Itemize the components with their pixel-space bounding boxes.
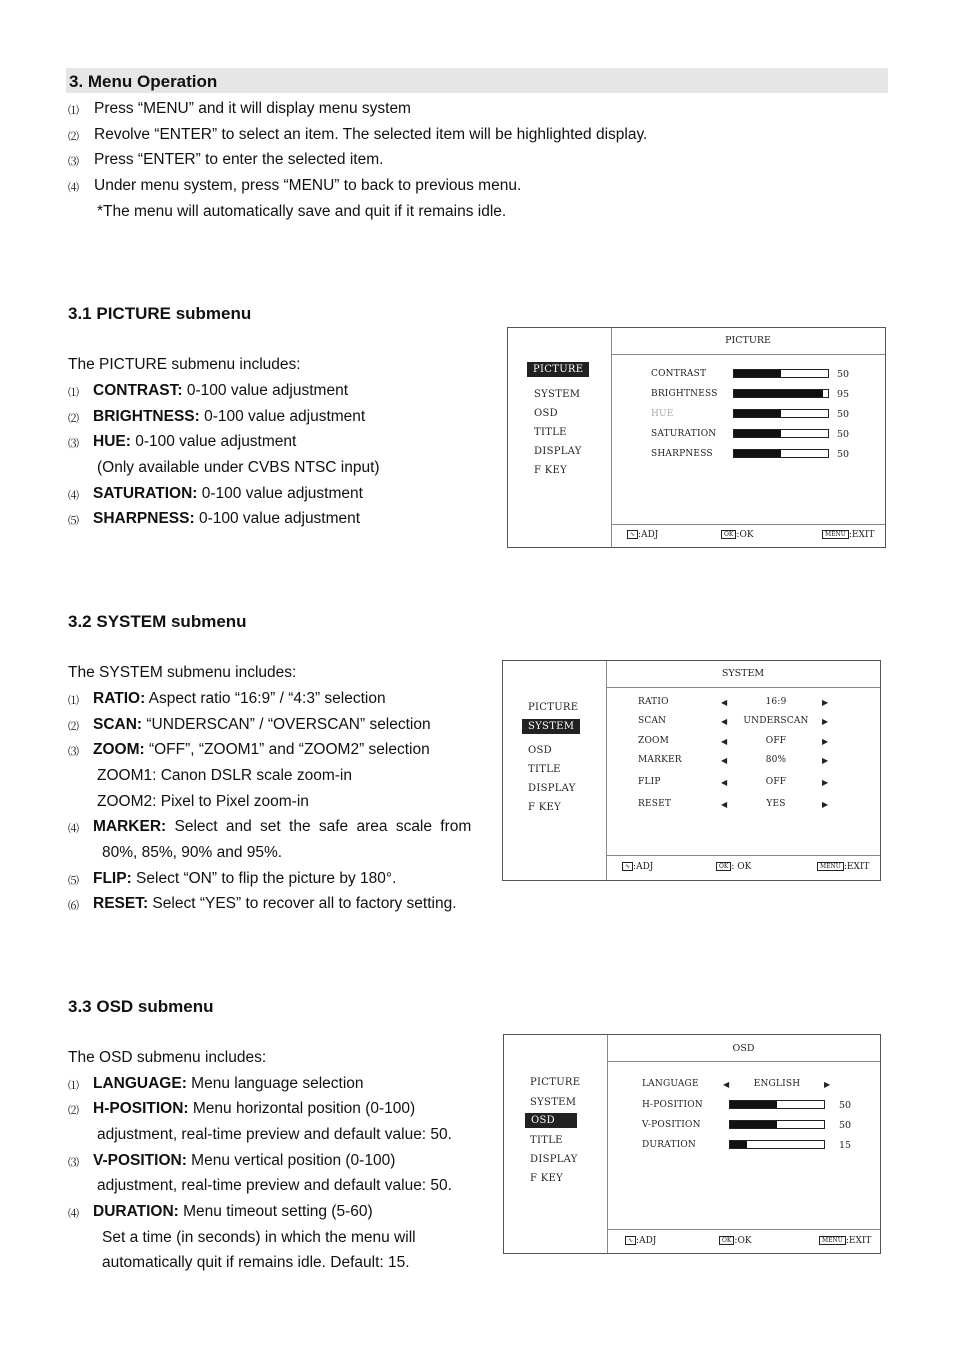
item-text: Press “MENU” and it will display menu system <box>94 100 411 117</box>
item-number: ⑴ <box>68 694 79 707</box>
saturation-label: SATURATION <box>651 429 717 439</box>
triangle-left-icon[interactable]: ◀ <box>721 778 728 787</box>
menu-item-display[interactable]: DISPLAY <box>528 783 576 794</box>
item-label: SCAN: <box>93 716 143 733</box>
item-text: Revolve “ENTER” to select an item. The selected item will be highlighted display. <box>94 126 648 143</box>
item-text: 0-100 value adjustment <box>182 382 348 399</box>
vpos-continuation: adjustment, real-time preview and default value: 50. <box>97 1177 452 1194</box>
item-text: Under menu system, press “MENU” to back to previous menu. <box>94 177 522 194</box>
hue-slider[interactable] <box>733 409 829 418</box>
flip-label: FLIP <box>638 777 661 787</box>
menu-item-system[interactable]: SYSTEM <box>534 389 581 400</box>
contrast-slider[interactable] <box>733 369 829 378</box>
item-text: Menu language selection <box>186 1075 364 1092</box>
sharpness-slider[interactable] <box>733 449 829 458</box>
item-number: ⑵ <box>68 412 79 425</box>
menu-key-icon: MENU <box>817 862 844 871</box>
slider-fill <box>734 370 781 377</box>
slider-fill <box>734 390 823 397</box>
menu-item-display[interactable]: DISPLAY <box>530 1154 578 1165</box>
item-label: FLIP: <box>93 870 132 887</box>
menu-footer <box>607 1229 880 1253</box>
hue-value: 50 <box>837 409 850 420</box>
item-text: 0-100 value adjustment <box>194 510 361 527</box>
osd-lead: The OSD submenu includes: <box>68 1049 267 1066</box>
item-number: ⑶ <box>68 745 79 758</box>
menu-item-system[interactable]: SYSTEM <box>530 1097 577 1108</box>
item-text: 0-100 value adjustment <box>197 485 363 502</box>
marker-label: MARKER <box>638 755 682 765</box>
item-text: “OFF”, “ZOOM1” and “ZOOM2” selection <box>144 741 430 758</box>
item-label: HUE: <box>93 433 131 450</box>
brightness-slider[interactable] <box>733 389 829 398</box>
duration-continuation-2: automatically quit if remains idle. Default: 15. <box>102 1254 410 1271</box>
triangle-right-icon[interactable]: ▶ <box>822 756 829 765</box>
item-label: BRIGHTNESS: <box>93 408 200 425</box>
triangle-left-icon[interactable]: ◀ <box>721 717 728 726</box>
exit-hint: :EXIT <box>843 862 870 872</box>
vposition-slider[interactable] <box>729 1120 825 1129</box>
zoom1-note: ZOOM1: Canon DSLR scale zoom-in <box>97 767 352 784</box>
reset-value: YES <box>766 799 786 809</box>
menu-key-icon: MENU <box>819 1236 846 1245</box>
triangle-right-icon[interactable]: ▶ <box>822 800 829 809</box>
menu-item-title[interactable]: TITLE <box>534 427 567 438</box>
system-section-title: 3.2 SYSTEM submenu <box>68 612 247 631</box>
item-number: ⑶ <box>68 155 79 168</box>
slider-fill <box>734 450 781 457</box>
triangle-left-icon[interactable]: ◀ <box>721 800 728 809</box>
item-number: ⑴ <box>68 386 79 399</box>
exit-hint: :EXIT <box>845 1236 872 1246</box>
marker-continuation: 80%, 85%, 90% and 95%. <box>102 844 283 861</box>
picture-section-title: 3.1 PICTURE submenu <box>68 304 252 323</box>
flip-value: OFF <box>765 777 787 787</box>
item-text: “UNDERSCAN” / “OVERSCAN” selection <box>142 716 431 733</box>
menu-title: SYSTEM <box>606 661 880 688</box>
item-number: ⑵ <box>68 130 79 143</box>
adj-hint: :ADJ <box>638 530 659 540</box>
item-text: Menu horizontal position (0-100) <box>188 1100 416 1117</box>
ok-key-icon: OK <box>721 530 736 539</box>
picture-menu-screen <box>507 327 886 548</box>
triangle-left-icon[interactable]: ◀ <box>721 737 728 746</box>
item-label: DURATION: <box>93 1203 179 1220</box>
item-label: ZOOM: <box>93 741 145 758</box>
slider-fill <box>734 410 781 417</box>
item-text: Select and set the safe area scale from <box>166 818 472 835</box>
item-number: ⑷ <box>68 822 79 835</box>
dial-icon: ∿ <box>622 862 633 871</box>
item-text: Select “ON” to flip the picture by 180°. <box>131 870 397 887</box>
triangle-right-icon[interactable]: ▶ <box>822 778 829 787</box>
hue-label: HUE <box>651 409 674 419</box>
reset-label: RESET <box>638 799 672 809</box>
hposition-slider[interactable] <box>729 1100 825 1109</box>
duration-slider[interactable] <box>729 1140 825 1149</box>
menu-item-fkey[interactable]: F KEY <box>530 1173 563 1184</box>
menu-item-system[interactable]: SYSTEM <box>522 719 580 734</box>
menu-item-osd[interactable]: OSD <box>525 1113 577 1128</box>
item-number: ⑸ <box>68 874 79 887</box>
menu-item-osd[interactable]: OSD <box>528 745 552 756</box>
scan-value: UNDERSCAN <box>743 716 809 726</box>
menu-sidebar <box>503 661 607 880</box>
contrast-value: 50 <box>837 369 850 380</box>
brightness-label: BRIGHTNESS <box>651 389 718 399</box>
menu-item-fkey[interactable]: F KEY <box>528 802 561 813</box>
adj-hint: :ADJ <box>633 862 654 872</box>
item-text: Select “YES” to recover all to factory setting. <box>148 895 457 912</box>
picture-lead: The PICTURE submenu includes: <box>68 356 301 373</box>
duration-label: DURATION <box>642 1140 696 1150</box>
sharpness-value: 50 <box>837 449 850 460</box>
triangle-left-icon[interactable]: ◀ <box>721 756 728 765</box>
hue-note: (Only available under CVBS NTSC input) <box>97 459 380 476</box>
menu-item-osd[interactable]: OSD <box>534 408 558 419</box>
item-label: RESET: <box>93 895 149 912</box>
duration-value: 15 <box>839 1140 852 1151</box>
item-number: ⑵ <box>68 1104 79 1117</box>
slider-fill <box>730 1101 777 1108</box>
ok-key-icon: OK <box>719 1236 734 1245</box>
language-label: LANGUAGE <box>642 1079 699 1089</box>
triangle-right-icon[interactable]: ▶ <box>822 698 829 707</box>
item-text: 0-100 value adjustment <box>130 433 297 450</box>
hposition-value: 50 <box>839 1100 852 1111</box>
system-lead: The SYSTEM submenu includes: <box>68 664 297 681</box>
ok-hint: :OK <box>734 1236 752 1246</box>
section-header <box>66 68 888 93</box>
intro-note: *The menu will automatically save and quit if it remains idle. <box>97 203 507 220</box>
menu-item-title[interactable]: TITLE <box>528 764 561 775</box>
marker-value: 80% <box>765 755 787 765</box>
dial-icon: ∿ <box>627 530 638 539</box>
language-value: ENGLISH <box>753 1079 801 1089</box>
triangle-left-icon[interactable]: ◀ <box>723 1080 730 1089</box>
zoom2-note: ZOOM2: Pixel to Pixel zoom-in <box>97 793 309 810</box>
ok-hint: :OK <box>736 530 754 540</box>
zoom-value: OFF <box>765 736 787 746</box>
sharpness-label: SHARPNESS <box>651 449 713 459</box>
triangle-left-icon[interactable]: ◀ <box>721 698 728 707</box>
vposition-label: V-POSITION <box>642 1120 701 1130</box>
vposition-value: 50 <box>839 1120 852 1131</box>
item-number: ⑵ <box>68 720 79 733</box>
item-text: 0-100 value adjustment <box>199 408 366 425</box>
menu-item-title[interactable]: TITLE <box>530 1135 563 1146</box>
menu-item-fkey[interactable]: F KEY <box>534 465 567 476</box>
ratio-label: RATIO <box>638 697 669 707</box>
item-number: ⑶ <box>68 437 79 450</box>
menu-item-picture[interactable]: PICTURE <box>527 362 589 377</box>
section-title: 3. Menu Operation <box>69 72 218 91</box>
item-text: Menu timeout setting (5-60) <box>178 1203 373 1220</box>
slider-fill <box>730 1121 777 1128</box>
osd-section-title: 3.3 OSD submenu <box>68 997 214 1016</box>
item-label: RATIO: <box>93 690 146 707</box>
menu-footer <box>606 855 880 880</box>
menu-item-picture[interactable]: PICTURE <box>530 1077 581 1088</box>
osd-menu-screen <box>503 1034 881 1254</box>
triangle-right-icon[interactable]: ▶ <box>822 737 829 746</box>
menu-title: PICTURE <box>611 328 885 355</box>
ok-key-icon: OK <box>716 862 731 871</box>
item-number: ⑴ <box>68 1079 79 1092</box>
item-label: H-POSITION: <box>93 1100 189 1117</box>
menu-footer <box>611 524 885 547</box>
item-number: ⑸ <box>68 514 79 527</box>
zoom-label: ZOOM <box>638 736 670 746</box>
exit-hint: :EXIT <box>848 530 875 540</box>
item-label: CONTRAST: <box>93 382 183 399</box>
adj-hint: :ADJ <box>636 1236 657 1246</box>
brightness-value: 95 <box>837 389 850 400</box>
menu-item-display[interactable]: DISPLAY <box>534 446 582 457</box>
item-label: V-POSITION: <box>93 1152 187 1169</box>
scan-label: SCAN <box>638 716 667 726</box>
slider-fill <box>730 1141 747 1148</box>
contrast-label: CONTRAST <box>651 369 707 379</box>
hpos-continuation: adjustment, real-time preview and default value: 50. <box>97 1126 452 1143</box>
item-label: SHARPNESS: <box>93 510 195 527</box>
hposition-label: H-POSITION <box>642 1100 703 1110</box>
slider-fill <box>734 430 781 437</box>
triangle-right-icon[interactable]: ▶ <box>822 717 829 726</box>
item-number: ⑴ <box>68 104 79 117</box>
item-text: Press “ENTER” to enter the selected item. <box>94 151 384 168</box>
item-number: ⑷ <box>68 489 79 502</box>
saturation-slider[interactable] <box>733 429 829 438</box>
item-number: ⑷ <box>68 181 79 194</box>
menu-title: OSD <box>607 1035 880 1062</box>
item-label: LANGUAGE: <box>93 1075 187 1092</box>
saturation-value: 50 <box>837 429 850 440</box>
menu-sidebar <box>504 1035 608 1253</box>
item-number: ⑶ <box>68 1156 79 1169</box>
duration-continuation-1: Set a time (in seconds) in which the menu will <box>102 1229 416 1246</box>
system-menu-screen <box>502 660 881 881</box>
dial-icon: ∿ <box>625 1236 636 1245</box>
item-number: ⑷ <box>68 1207 79 1220</box>
ratio-value: 16:9 <box>765 697 787 707</box>
item-label: MARKER: <box>93 818 167 835</box>
ok-hint: : OK <box>731 862 752 872</box>
menu-key-icon: MENU <box>822 530 849 539</box>
item-text: Menu vertical position (0-100) <box>186 1152 396 1169</box>
item-text: Aspect ratio “16:9” / “4:3” selection <box>145 690 386 707</box>
triangle-right-icon[interactable]: ▶ <box>824 1080 831 1089</box>
menu-sidebar <box>508 328 612 547</box>
item-number: ⑹ <box>68 899 79 912</box>
menu-item-picture[interactable]: PICTURE <box>528 702 579 713</box>
item-label: SATURATION: <box>93 485 198 502</box>
